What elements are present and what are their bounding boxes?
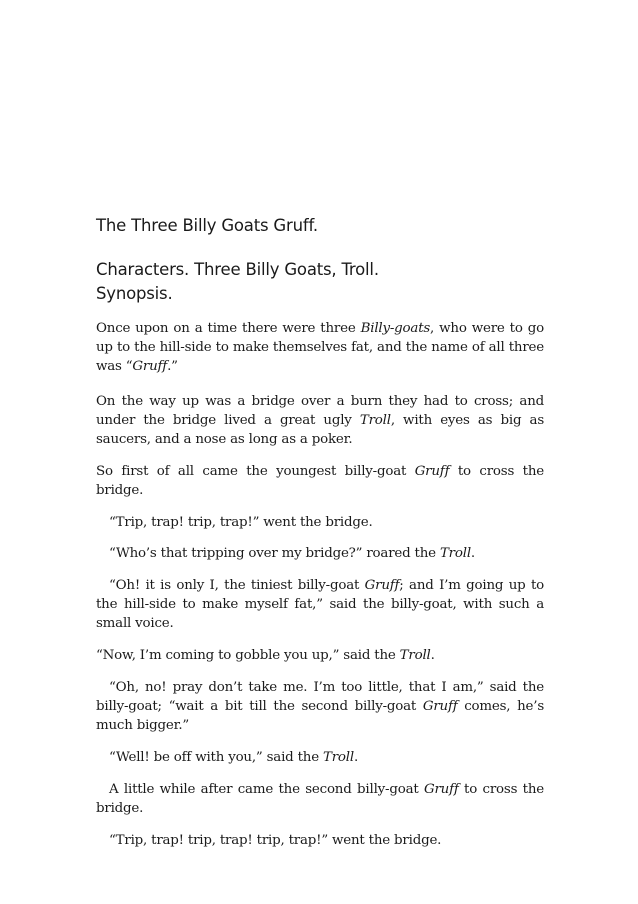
story-paragraph [96, 513, 544, 532]
paragraph-text: “Trip, trap! trip, trap!” went the bridge. [109, 514, 373, 530]
story-paragraph [96, 576, 544, 634]
italic-name: Gruff [422, 699, 458, 715]
story-paragraph [96, 678, 544, 736]
story-paragraph [96, 646, 544, 665]
paragraph-text: to cross the bridge. [96, 463, 544, 498]
story-paragraph [96, 780, 544, 818]
italic-name: Gruff [414, 463, 450, 479]
paragraph-text: So first of all came the youngest billy-goat [96, 463, 415, 479]
paragraph-text: to cross the bridge. [96, 781, 544, 816]
italic-name: Gruff [423, 781, 459, 797]
italic-name: Billy-goats [360, 321, 431, 336]
story-paragraph [96, 392, 544, 450]
paragraph-text: comes, he’s much bigger.” [96, 699, 544, 734]
paragraph-text: On the way up was a bridge over a burn they had to cross; and under the bridge lived a great ugly [96, 393, 544, 428]
italic-name: Troll [322, 749, 354, 765]
italic-name: Troll [439, 546, 471, 562]
characters-heading: Characters. Three Billy Goats, Troll. [96, 260, 379, 279]
paragraph-text: “Well! be off with you,” said the [109, 749, 323, 765]
story-body [96, 319, 544, 862]
italic-name: Gruff [132, 359, 168, 375]
paragraph-text: .” [167, 359, 178, 375]
synopsis-heading: Synopsis. [96, 284, 173, 303]
paragraph-text: “Now, I’m coming to gobble you up,” said the [96, 648, 400, 664]
story-paragraph [96, 544, 544, 563]
paragraph-text: “Oh! it is only I, the tiniest billy-goat [109, 578, 365, 594]
paragraph-text: , with eyes as big as saucers, and a nose as long as a poker. [96, 412, 544, 448]
story-paragraph [96, 748, 544, 767]
paragraph-text: . [470, 546, 475, 562]
paragraph-text: . [353, 749, 358, 765]
italic-name: Troll [399, 648, 431, 664]
italic-name: Gruff [364, 578, 400, 594]
story-paragraph [96, 831, 544, 850]
italic-name: Troll [359, 412, 391, 428]
paragraph-text: “Who’s that tripping over my bridge?” roared the [109, 546, 440, 562]
paragraph-text: ; and I’m going up to the hill-side to make myself fat,” said the billy-goat, with such a small voice. [96, 578, 544, 632]
paragraph-text: Once upon on a time there were three [96, 321, 361, 336]
paragraph-text: “Oh, no! pray don’t take me. I’m too little, that I am,” said the billy-goat; “wait a bit till the second billy-goat [96, 679, 544, 715]
paragraph-text: , who were to go up to the hill-side to make themselves fat, and the name of all three was “ [96, 321, 544, 375]
story-paragraph [96, 462, 544, 500]
paragraph-text: A little while after came the second billy-goat [109, 781, 424, 797]
story-paragraph [96, 319, 544, 377]
paragraph-text: . [430, 648, 435, 664]
document-title: The Three Billy Goats Gruff. [96, 216, 318, 235]
paragraph-text: “Trip, trap! trip, trap! trip, trap!” went the bridge. [109, 832, 442, 848]
